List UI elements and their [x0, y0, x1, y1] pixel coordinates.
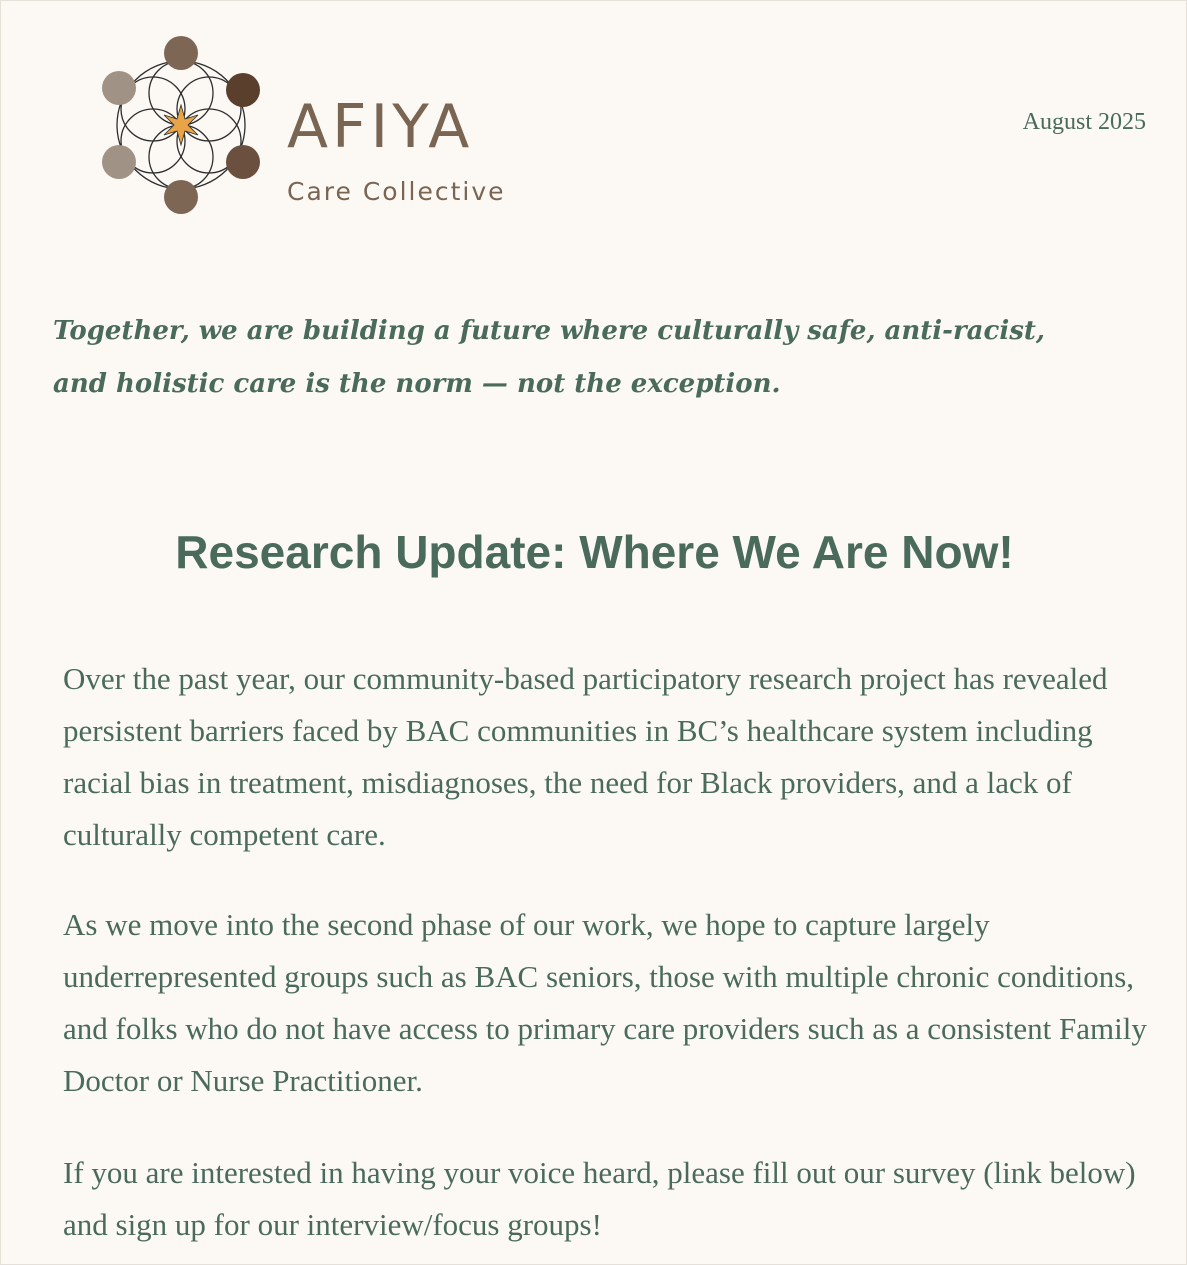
- newsletter-header: [1, 1, 1187, 231]
- tagline-line-1: Together, we are building a future where culturally safe, anti-racist,: [53, 316, 1045, 346]
- body-paragraph-1: Over the past year, our community-based participatory research project has revealed persistent barriers faced by BAC communities in BC’s healthcare system including racial bias in treatment, misdiagnoses, the need for Black providers, and a lack of culturally competent care.: [63, 661, 1108, 852]
- logo-name: AFIYA: [287, 92, 474, 162]
- body-paragraph-3: If you are interested in having your voice heard, please fill out our survey (link below) and sign up for our interview/focus groups!: [63, 1155, 1136, 1242]
- afiya-logo[interactable]: [97, 33, 527, 218]
- body-paragraph-2: As we move into the second phase of our work, we hope to capture largely underrepresented groups such as BAC seniors, those with multiple chronic conditions, and folks who do not have access to primary care providers such as a consistent Family Doctor or Nurse Practitioner.: [63, 907, 1147, 1098]
- flower-logo-icon: [97, 33, 267, 218]
- logo-subtitle: Care Collective: [287, 177, 506, 206]
- section-heading: Research Update: Where We Are Now!: [175, 526, 1014, 578]
- issue-date: August 2025: [1022, 109, 1146, 135]
- tagline: [53, 305, 1053, 411]
- tagline-line-2: and holistic care is the norm — not the exception.: [53, 369, 781, 399]
